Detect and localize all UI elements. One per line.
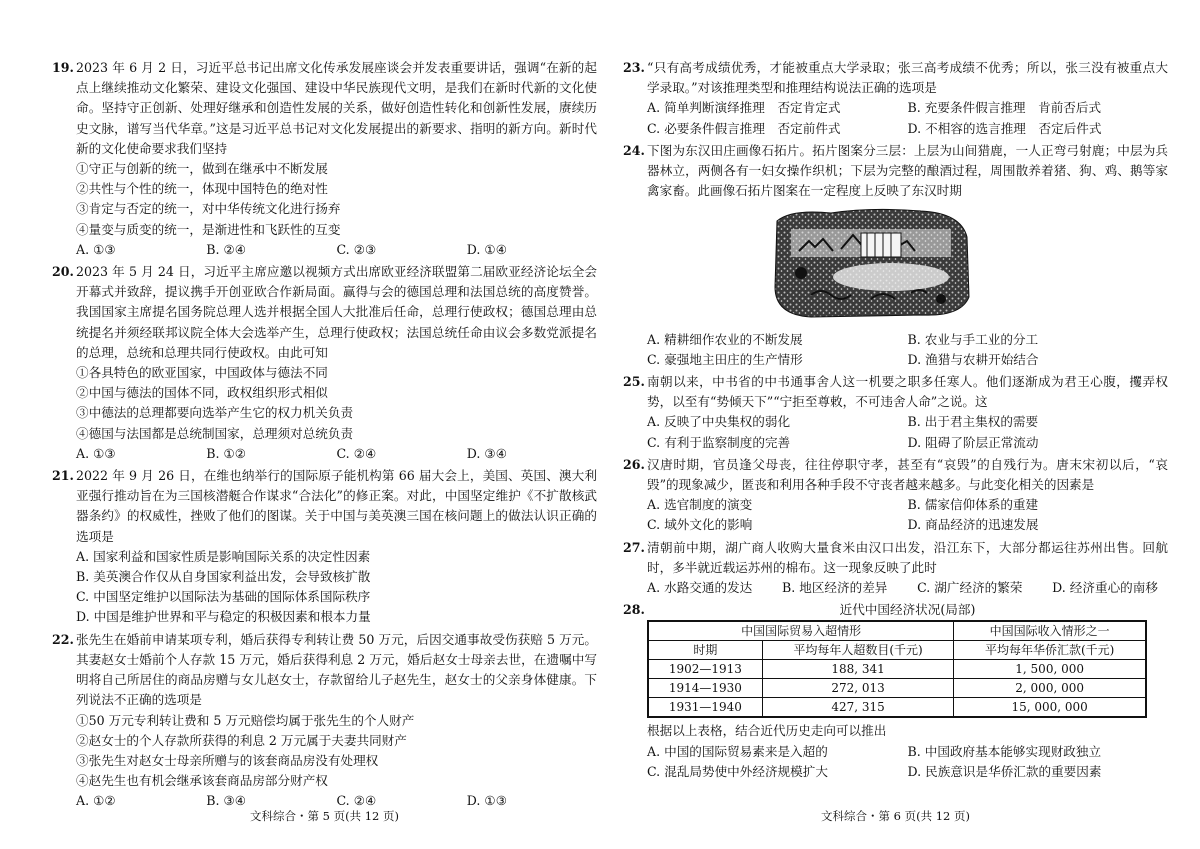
option-d: D. 不相容的选言推理 否定后件式: [907, 120, 1102, 136]
left-column: [52, 58, 597, 814]
statement: ②共性与个性的统一，体现中国特色的绝对性: [76, 181, 328, 197]
cell-remit: 15, 000, 000: [954, 698, 1146, 718]
option-d: D. ①④: [466, 241, 507, 257]
question-number: 28.: [623, 602, 645, 618]
option-a: A. 水路交通的发达: [647, 580, 753, 596]
cell-import: 272, 013: [762, 679, 954, 698]
header-remit: 平均每年华侨汇款(千元): [954, 641, 1146, 660]
question-23: [623, 58, 1168, 139]
question-text: 南朝以来，中书省的中书通事舍人这一机要之职多任寒人。他们逐渐成为君王心腹，攫弄权势，以至有“势倾天下”“宁拒至尊敕，不可违舍人命”之说。这: [647, 374, 1168, 410]
option-b: B. 中国政府基本能够实现财政独立: [907, 743, 1102, 759]
statement: ①50 万元专利转让费和 5 万元赔偿均属于张先生的个人财产: [76, 712, 415, 728]
table-row: [648, 698, 1146, 718]
question-19-stem: [52, 58, 597, 159]
question-24: [623, 141, 1168, 370]
option-c: C. 必要条件假言推理 否定前件式: [647, 120, 841, 136]
question-24-stem: [623, 141, 1168, 202]
option-a: A. ①②: [76, 793, 116, 809]
option-d: D. 民族意识是华侨汇款的重要因素: [907, 763, 1102, 779]
option-d: D. ③④: [466, 445, 507, 461]
question-27-stem: [623, 538, 1168, 578]
question-number: 21.: [52, 468, 74, 484]
option-b: B. 农业与手工业的分工: [907, 331, 1039, 347]
stone-rubbing-image: [623, 207, 1168, 325]
table-row: [648, 660, 1146, 679]
option-d: D. ①③: [466, 793, 507, 809]
option-d: D. 中国是维护世界和平与稳定的积极因素和根本力量: [76, 609, 371, 625]
question-number: 22.: [52, 631, 74, 647]
statement: ④量变与质变的统一，是渐进性和飞跃性的互变: [76, 221, 341, 237]
options: [623, 495, 1168, 535]
statement: ①守正与创新的统一，做到在继承中不断发展: [76, 161, 328, 177]
option-c: C. ②④: [336, 445, 377, 461]
table-title: 近代中国经济状况(局部): [839, 602, 976, 618]
question-text: 2023 年 6 月 2 日，习近平总书记出席文化传承发展座谈会并发表重要讲话，强调“在新的起点上继续推动文化繁荣、建设文化强国、建设中华民族现代文明，是我们在新时代新的文化使命。坚持守正创新、处理好继承和创造性发展的关系，做好创造性转化和创新性发展，赓续历史文脉，谱写当代华章。”这是习近平总书记对文化发展提出的新要求、指明的新方向。新时代新的文化使命要求我们坚持: [76, 60, 597, 156]
option-c: C. ②③: [336, 241, 377, 257]
statement: ③肯定与否定的统一，对中华传统文化进行扬弃: [76, 201, 341, 217]
statement: ②中国与德法的国体不同，政权组织形式相似: [76, 385, 328, 401]
page-footer-left: 文科综合・第 5 页(共 12 页): [249, 809, 400, 823]
statement: ③张先生对赵女士母亲所赠与的该套商品房没有处理权: [76, 752, 379, 768]
options: [52, 240, 597, 260]
header-income: 中国国际收入情形之一: [954, 621, 1146, 641]
question-25: [623, 372, 1168, 453]
options: [52, 444, 597, 464]
question-26: [623, 455, 1168, 536]
table-header-row: [648, 641, 1146, 660]
table-header-group: [648, 621, 1146, 641]
table-row: [648, 679, 1146, 698]
header-period: 时期: [648, 641, 762, 660]
option-c: C. ②④: [336, 793, 377, 809]
question-22-stem: [52, 630, 597, 711]
economy-table: [647, 620, 1147, 718]
option-b: B. ③④: [206, 793, 247, 809]
question-number: 26.: [623, 456, 645, 472]
option-c: C. 中国坚定维护以国际法为基础的国际体系国际秩序: [76, 589, 371, 605]
question-28: [623, 600, 1168, 782]
option-a: A. 反映了中央集权的弱化: [647, 414, 791, 430]
option-b: B. 美英澳合作仅从自身国家利益出发，会导致核扩散: [76, 569, 371, 585]
question-number: 24.: [623, 142, 645, 158]
option-c: C. 域外文化的影响: [647, 517, 753, 533]
header-import: 平均每年人超数目(千元): [762, 641, 954, 660]
option-a: A. ①③: [76, 241, 116, 257]
option-d: D. 阻碍了阶层正常流动: [907, 434, 1039, 450]
question-21-stem: [52, 466, 597, 547]
question-number: 19.: [52, 60, 74, 75]
cell-period: 1931—1940: [648, 698, 762, 718]
option-b: B. ①②: [206, 445, 247, 461]
question-22: [52, 630, 597, 812]
question-number: 20.: [52, 264, 74, 280]
cell-remit: 2, 000, 000: [954, 679, 1146, 698]
option-b: B. 地区经济的差异: [781, 580, 888, 596]
option-c: C. 湖广经济的繁荣: [917, 580, 1023, 596]
question-number: 25.: [623, 374, 645, 390]
cell-period: 1902—1913: [648, 660, 762, 679]
question-text: 张先生在婚前申请某项专利，婚后获得专利转让费 50 万元，后因交通事故受伤获赔 5 万元。其妻赵女士婚前个人存款 15 万元，婚后获得利息 2 万元，婚后赵女士母亲去世，在遗嘱中写明将自己所居住的商品房赠与女儿赵女士，存款留给儿子赵先生，赵女士的父亲身体健康。下列说法不正确的选项是: [76, 631, 597, 708]
option-a: A. 精耕细作农业的不断发展: [647, 331, 803, 347]
options: [623, 578, 1168, 598]
option-c: C. 有利于监察制度的完善: [647, 434, 791, 450]
option-b: B. 充要条件假言推理 肯前否后式: [907, 100, 1102, 116]
question-text: “只有高考成绩优秀，才能被重点大学录取；张三高考成绩不优秀；所以，张三没有被重点大学录取。”对该推理类型和推理结构说法正确的选项是: [647, 60, 1168, 96]
option-d: D. 商品经济的迅速发展: [907, 517, 1039, 533]
statement: ④德国与法国都是总统制国家，总理须对总统负责: [76, 425, 354, 441]
question-text: 汉唐时期，官员逢父母丧，往往停职守孝，甚至有“哀毁”的自残行为。唐末宋初以后，“哀毁”的现象减少，匿丧和利用各种手段不守丧者越来越多。与此变化相关的因素是: [647, 456, 1168, 493]
question-25-stem: [623, 372, 1168, 412]
question-text: 下图为东汉田庄画像石拓片。拓片图案分三层：上层为山间猎鹿，一人正弯弓射鹿；中层为兵器林立，两侧各有一妇女操作织机；下层为完整的酿酒过程，周围散养着猪、狗、鸡、鹅等家禽家畜。此画像石拓片图案在一定程度上反映了东汉时期: [647, 142, 1168, 199]
option-b: B. ②④: [206, 241, 247, 257]
question-number: 27.: [623, 539, 645, 555]
cell-import: 188, 341: [762, 660, 954, 679]
question-28-prompt: 根据以上表格，结合近代历史走向可以推出: [647, 723, 887, 739]
option-b: B. 出于君主集权的需要: [907, 414, 1039, 430]
question-number: 23.: [623, 60, 645, 75]
right-column: [623, 58, 1168, 784]
question-text: 2023 年 5 月 24 日，习近平主席应邀以视频方式出席欧亚经济联盟第二届欧亚经济论坛全会开幕式并致辞，提议携手开创亚欧合作新局面。赢得与会的德国总理和法国总统的高度赞誉。我国国家主席提名国务院总理人选并根据全国人大批准后任命，总理行使政权；德国总理由总统提名并须经联邦议院全体大会选举产生，总理行使政权；法国总统任命由议会多数党派提名的总理，总统和总理共同行使政权。由此可知: [76, 264, 597, 360]
option-d: D. 渔猎与农耕开始结合: [907, 351, 1039, 367]
cell-import: 427, 315: [762, 698, 954, 718]
statement: ②赵女士的个人存款所获得的利息 2 万元属于夫妻共同财产: [76, 732, 407, 748]
option-a: A. 选官制度的演变: [647, 497, 753, 513]
question-21: [52, 466, 597, 628]
options: [623, 412, 1168, 452]
question-20-stem: [52, 262, 597, 363]
options: [623, 98, 1168, 138]
question-20: [52, 262, 597, 464]
header-trade: 中国国际贸易入超情形: [648, 621, 954, 641]
question-text: 2022 年 9 月 26 日，在维也纳举行的国际原子能机构第 66 届大会上，美国、英国、澳大利亚强行推动旨在为三国核潜艇合作谋求“合法化”的修正案。对此，中国坚定维护《不扩散核武器条约》的权威性，挫败了他们的图谋。关于中国与美英澳三国在核问题上的做法认识正确的选项是: [76, 468, 597, 544]
page-footer-right: 文科综合・第 6 页(共 12 页): [820, 809, 971, 823]
statement: ①各具特色的欧亚国家，中国政体与德法不同: [76, 365, 328, 381]
option-b: B. 儒家信仰体系的重建: [907, 497, 1039, 513]
question-28-stem: [623, 600, 1168, 620]
question-text: 清朝前中期，湖广商人收购大量食米由汉口出发，沿江东下，大部分都运往苏州出售。回航时，多半就近载运苏州的棉布。这一现象反映了此时: [647, 539, 1168, 575]
question-26-stem: [623, 455, 1168, 495]
option-c: C. 混乱局势使中外经济规模扩大: [647, 763, 828, 779]
options: [623, 330, 1168, 370]
options: [623, 742, 1168, 782]
option-a: A. ①③: [76, 445, 116, 461]
stone-rubbing-picture: [771, 207, 971, 319]
question-19: [52, 58, 597, 260]
option-a: A. 中国的国际贸易素来是入超的: [647, 743, 828, 759]
question-23-stem: [623, 58, 1168, 98]
statement: ③中德法的总理都要向选举产生它的权力机关负责: [76, 405, 354, 421]
option-c: C. 豪强地主田庄的生产情形: [647, 351, 803, 367]
question-27: [623, 538, 1168, 599]
option-a: A. 简单判断演绎推理 否定肯定式: [647, 100, 841, 116]
cell-period: 1914—1930: [648, 679, 762, 698]
cell-remit: 1, 500, 000: [954, 660, 1146, 679]
option-d: D. 经济重心的南移: [1052, 580, 1158, 596]
statement: ④赵先生也有机会继承该套商品房部分财产权: [76, 773, 328, 789]
option-a: A. 国家利益和国家性质是影响国际关系的决定性因素: [76, 548, 371, 564]
